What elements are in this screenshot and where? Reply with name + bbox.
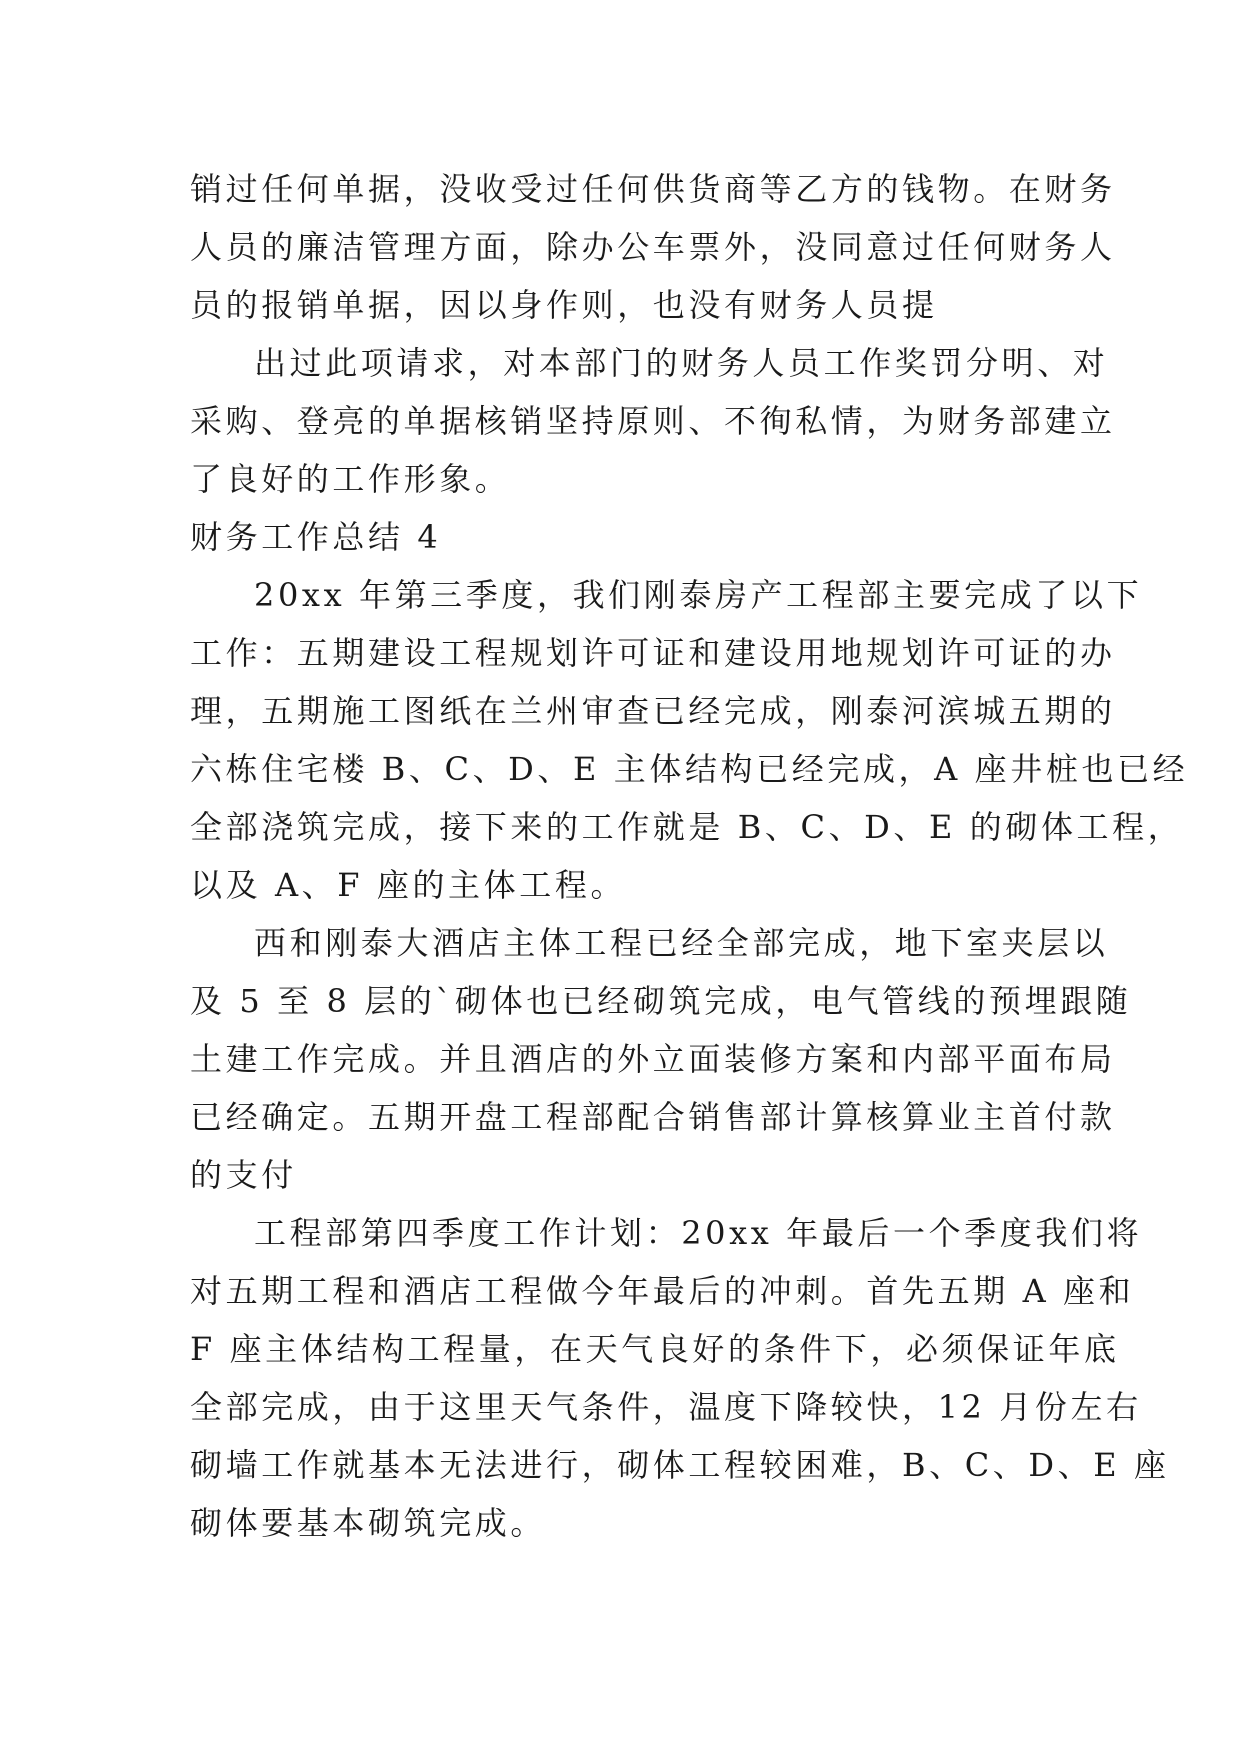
paragraph (190, 914, 1132, 1204)
section-heading: 财务工作总结 4 (190, 518, 442, 556)
text-line: 采购、登亮的单据核销坚持原则、不徇私情，为财务部建立 (190, 402, 1116, 440)
paragraph-continuation (190, 160, 1116, 334)
text-line: 人员的廉洁管理方面，除办公车票外，没同意过任何财务人 (190, 228, 1116, 266)
text-line: 六栋住宅楼 B、C、D、E 主体结构已经完成，A 座井桩也已经 (190, 750, 1189, 788)
text-line: 已经确定。五期开盘工程部配合销售部计算核算业主首付款 (190, 1098, 1116, 1136)
text-line: 理，五期施工图纸在兰州审查已经完成，刚泰河滨城五期的 (190, 692, 1116, 730)
text-line: 工程部第四季度工作计划：20xx 年最后一个季度我们将 (254, 1214, 1143, 1252)
text-line: 砌体要基本砌筑完成。 (190, 1504, 547, 1542)
text-line: 的支付 (190, 1156, 297, 1194)
text-line: 西和刚泰大酒店主体工程已经全部完成，地下室夹层以 (254, 924, 1109, 962)
text-line: 销过任何单据，没收受过任何供货商等乙方的钱物。在财务 (190, 170, 1116, 208)
text-line: 全部浇筑完成，接下来的工作就是 B、C、D、E 的砌体工程， (190, 808, 1184, 846)
text-line: F 座主体结构工程量，在天气良好的条件下，必须保证年底 (190, 1330, 1120, 1368)
text-line: 工作：五期建设工程规划许可证和建设用地规划许可证的办 (190, 634, 1116, 672)
paragraph (190, 334, 1116, 508)
text-line: 土建工作完成。并且酒店的外立面装修方案和内部平面布局 (190, 1040, 1116, 1078)
text-line: 20xx 年第三季度，我们刚泰房产工程部主要完成了以下 (254, 576, 1143, 614)
text-line: 砌墙工作就基本无法进行，砌体工程较困难，B、C、D、E 座 (190, 1446, 1170, 1484)
text-line: 出过此项请求，对本部门的财务人员工作奖罚分明、对 (254, 344, 1109, 382)
text-line: 了良好的工作形象。 (190, 460, 511, 498)
text-line: 以及 A、F 座的主体工程。 (190, 866, 627, 904)
paragraph (190, 566, 1189, 914)
text-line: 对五期工程和酒店工程做今年最后的冲刺。首先五期 A 座和 (190, 1272, 1135, 1310)
text-line: 及 5 至 8 层的`砌体也已经砌筑完成，电气管线的预埋跟随 (190, 982, 1132, 1020)
text-line: 全部完成，由于这里天气条件，温度下降较快，12 月份左右 (190, 1388, 1142, 1426)
document-body (190, 160, 1189, 1552)
paragraph (190, 1204, 1170, 1552)
text-line: 员的报销单据，因以身作则，也没有财务人员提 (190, 286, 938, 324)
